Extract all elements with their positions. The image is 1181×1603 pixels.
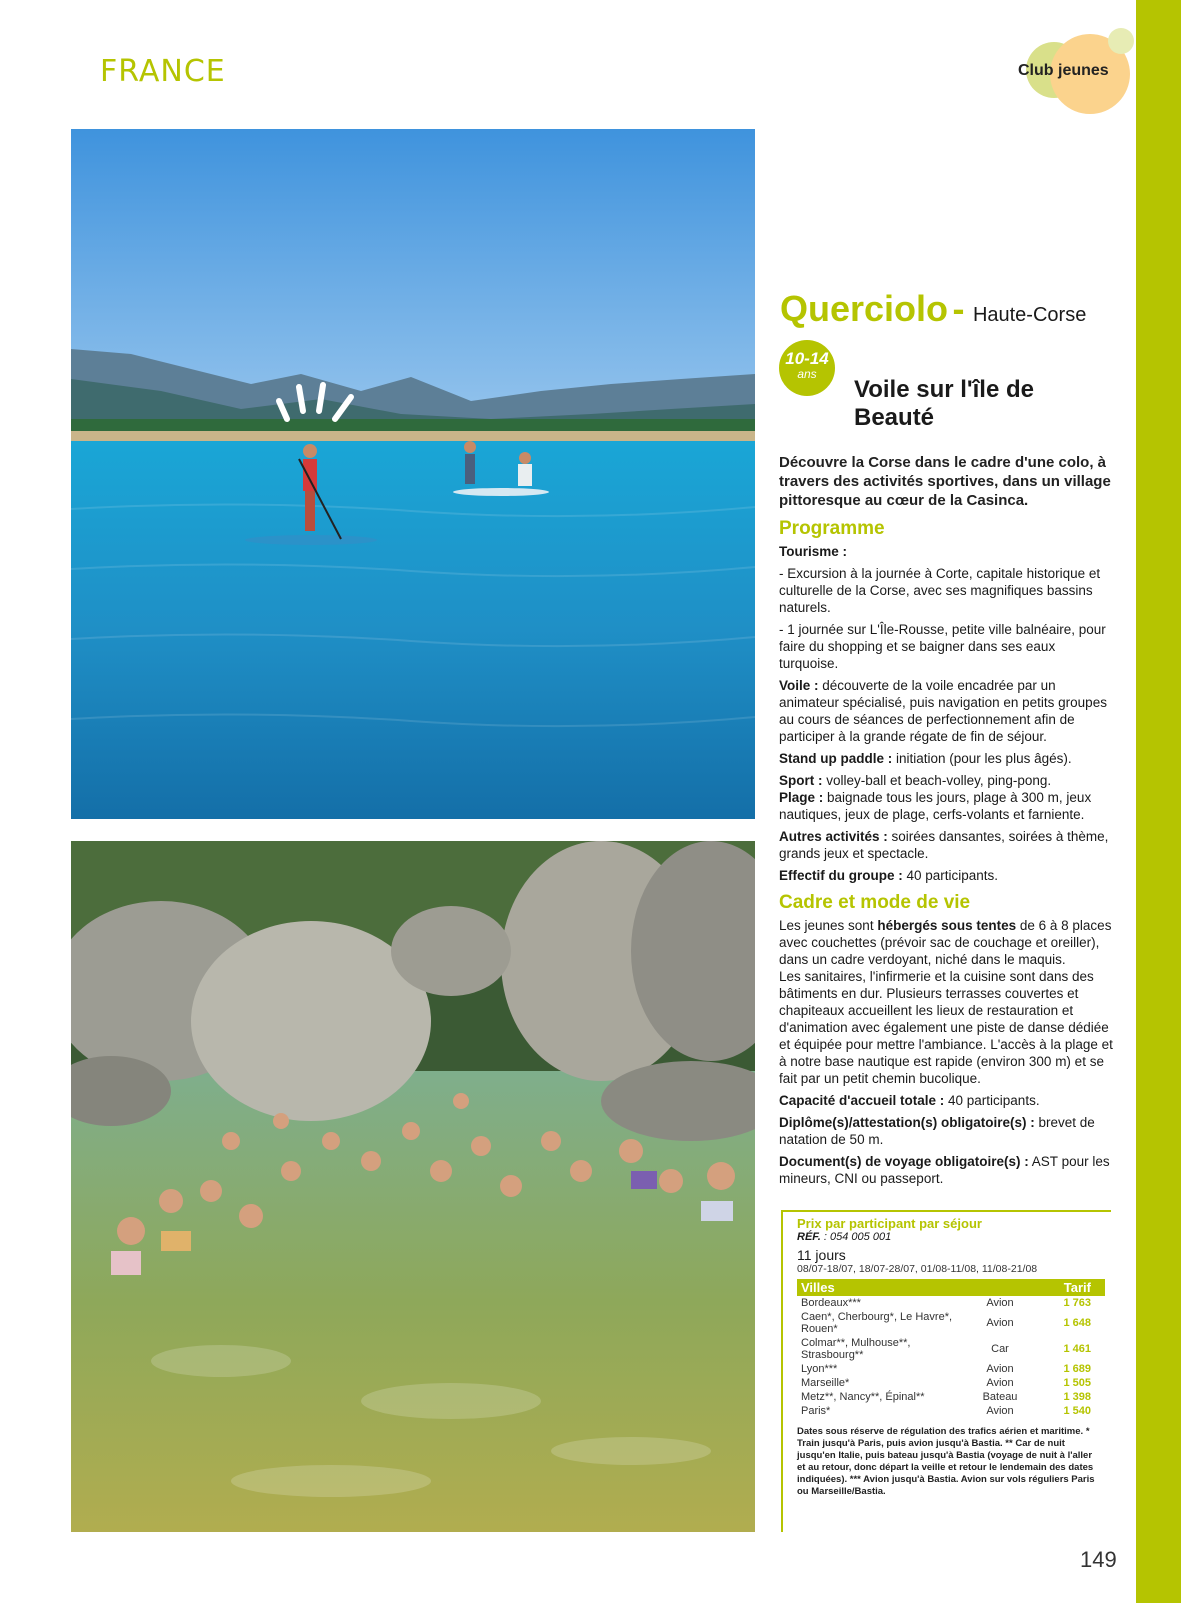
row-city: Metz**, Nancy**, Épinal** — [801, 1391, 925, 1403]
plage-text: baignade tous les jours, plage à 300 m, jeux nautiques, jeux de plage, cerfs-volants et farniente. — [779, 790, 1092, 822]
tourisme-item-1: - Excursion à la journée à Corte, capitale historique et culturelle de la Corse, avec ses magnifiques bassins naturels. — [779, 566, 1101, 615]
row-mode: Bateau — [982, 1391, 1018, 1403]
row-city: Paris* — [801, 1405, 831, 1417]
ref-value: : 054 005 001 — [823, 1231, 892, 1243]
table-row — [797, 1336, 1105, 1362]
sport-text: volley-ball et beach-volley, ping-pong. — [822, 773, 1052, 788]
cadre-paragraph-2: Les sanitaires, l'infirmerie et la cuisine sont dans des bâtiments en dur. Plusieurs terrasses couvertes et chapiteaux accueillent les lieux de restauration et d'animation avec également une piste de danse dédiée et équipée pour mettre l'ambiance. L'accès à la plage et à notre base nautique est rapide (environ 300 m) et se fait par un petit chemin bucolique. — [779, 969, 1113, 1086]
effectif-label: Effectif du groupe : — [779, 868, 903, 883]
title-dash: - — [952, 288, 965, 329]
price-table — [797, 1279, 1105, 1418]
row-city: Colmar**, Mulhouse**, Strasbourg** — [801, 1337, 911, 1361]
effectif-paragraph — [779, 867, 1113, 884]
col-villes: Villes — [797, 1279, 965, 1296]
autres-paragraph — [779, 828, 1113, 862]
table-row — [797, 1362, 1105, 1376]
price-table-header — [797, 1279, 1105, 1296]
paddle-paragraph — [779, 750, 1113, 767]
cadre-heading: Cadre et mode de vie — [779, 892, 971, 913]
cadre-p1-bold: hébergés sous tentes — [877, 918, 1017, 933]
stay-subtitle: Voile sur l'île de Beauté — [854, 376, 1034, 431]
row-price: 1 461 — [1063, 1343, 1091, 1355]
photo-river-swimming — [71, 841, 755, 1532]
autres-label: Autres activités : — [779, 829, 888, 844]
price-heading: Prix par participant par séjour — [797, 1216, 982, 1231]
programme-heading: Programme — [779, 518, 885, 539]
voile-paragraph — [779, 677, 1113, 745]
country-heading: FRANCE — [100, 54, 226, 89]
diplome-text: brevet de natation de 50 m. — [779, 1115, 1095, 1147]
destination-region: Haute-Corse — [972, 304, 1087, 326]
row-mode: Avion — [986, 1297, 1014, 1309]
table-row — [797, 1310, 1105, 1336]
row-mode: Avion — [986, 1317, 1014, 1329]
row-mode: Avion — [986, 1377, 1014, 1389]
table-row — [797, 1376, 1105, 1390]
page-number: 149 — [1080, 1547, 1117, 1572]
age-range: 10-14 — [785, 349, 829, 368]
destination-place: Querciolo — [780, 288, 949, 329]
plage-label: Plage : — [779, 790, 824, 805]
row-city: Caen*, Cherbourg*, Le Havre*, Rouen* — [801, 1311, 953, 1335]
stay-duration: 11 jours — [797, 1247, 846, 1263]
cadre-p1-start: Les jeunes sont — [779, 918, 878, 933]
table-row — [797, 1390, 1105, 1404]
cadre-p1-end: de 6 à 8 places avec couchettes (prévoir sac de couchage et oreiller), dans un cadre verdoyant, niché dans le maquis. — [779, 918, 1112, 967]
voile-label: Voile : — [779, 678, 819, 693]
capacite-paragraph — [779, 1092, 1113, 1109]
cadre-paragraph-1 — [779, 917, 1113, 968]
row-mode: Car — [991, 1343, 1009, 1355]
ref-label: RÉF. — [797, 1231, 821, 1243]
destination-title — [780, 288, 1086, 330]
capacite-text: 40 participants. — [944, 1093, 1040, 1108]
photo-paddle-lagoon — [71, 129, 755, 819]
capacite-label: Capacité d'accueil totale : — [779, 1093, 945, 1108]
table-row — [797, 1296, 1105, 1310]
voile-text: découverte de la voile encadrée par un animateur spécialisé, puis navigation en petits groupes au cours de séances de perfectionnement afin de participer à la grande régate de fin de séjour. — [779, 678, 1107, 744]
document-paragraph — [779, 1153, 1113, 1187]
paddle-label: Stand up paddle : — [779, 751, 893, 766]
diplome-label: Diplôme(s)/attestation(s) obligatoire(s) : — [779, 1115, 1035, 1130]
age-unit: ans — [797, 367, 817, 381]
document-label: Document(s) de voyage obligatoire(s) : — [779, 1154, 1029, 1169]
row-price: 1 540 — [1063, 1405, 1091, 1417]
price-reference — [797, 1231, 1103, 1243]
row-city: Lyon*** — [801, 1363, 838, 1375]
table-row — [797, 1404, 1105, 1418]
sport-paragraph — [779, 772, 1113, 789]
row-price: 1 763 — [1063, 1297, 1091, 1309]
club-jeunes-badge — [1010, 28, 1136, 112]
paddle-text: initiation (pour les plus âgés). — [892, 751, 1072, 766]
row-mode: Avion — [986, 1405, 1014, 1417]
col-mode — [965, 1279, 1035, 1296]
row-price: 1 505 — [1063, 1377, 1091, 1389]
tourisme-label: Tourisme : — [779, 544, 848, 559]
sport-label: Sport : — [779, 773, 823, 788]
row-price: 1 398 — [1063, 1391, 1091, 1403]
row-city: Bordeaux*** — [801, 1297, 861, 1309]
autres-text: soirées dansantes, soirées à thème, grands jeux et spectacle. — [779, 829, 1109, 861]
tourisme-item-2: - 1 journée sur L'Île-Rousse, petite ville balnéaire, pour faire du shopping et se baigner dans ses eaux turquoise. — [779, 622, 1106, 671]
diplome-paragraph — [779, 1114, 1113, 1148]
side-color-band — [1136, 0, 1181, 1603]
row-price: 1 689 — [1063, 1363, 1091, 1375]
effectif-text: 40 participants. — [902, 868, 999, 883]
row-price: 1 648 — [1063, 1317, 1091, 1329]
club-jeunes-label: Club jeunes — [1018, 62, 1109, 79]
plage-paragraph — [779, 789, 1113, 823]
price-box — [781, 1210, 1111, 1532]
row-mode: Avion — [986, 1363, 1014, 1375]
col-tarif: Tarif — [1035, 1279, 1105, 1296]
intro-text: Découvre la Corse dans le cadre d'une colo, à travers des activités sportives, dans un village pittoresque au cœur de la Casinca. — [779, 454, 1111, 509]
badge-circle-small — [1108, 28, 1134, 54]
document-text: AST pour les mineurs, CNI ou passeport. — [779, 1154, 1110, 1186]
stay-dates: 08/07-18/07, 18/07-28/07, 01/08-11/08, 11/08-21/08 — [797, 1263, 1038, 1275]
stay-description — [779, 453, 1113, 1192]
price-notes: Dates sous réserve de régulation des trafics aérien et maritime. * Train jusqu'à Paris, puis avion jusqu'à Bastia. ** Car de nuit jusqu'en Italie, puis bateau jusqu'à Bastia (voyage de nuit à l'aller et au retour, donc départ la veille et retour le lendemain des dates indiquées). *** Avion jusqu'à Bastia. Avion sur vols réguliers Paris ou Marseille/Bastia. — [797, 1426, 1095, 1497]
age-badge — [779, 340, 835, 396]
row-city: Marseille* — [801, 1377, 850, 1389]
